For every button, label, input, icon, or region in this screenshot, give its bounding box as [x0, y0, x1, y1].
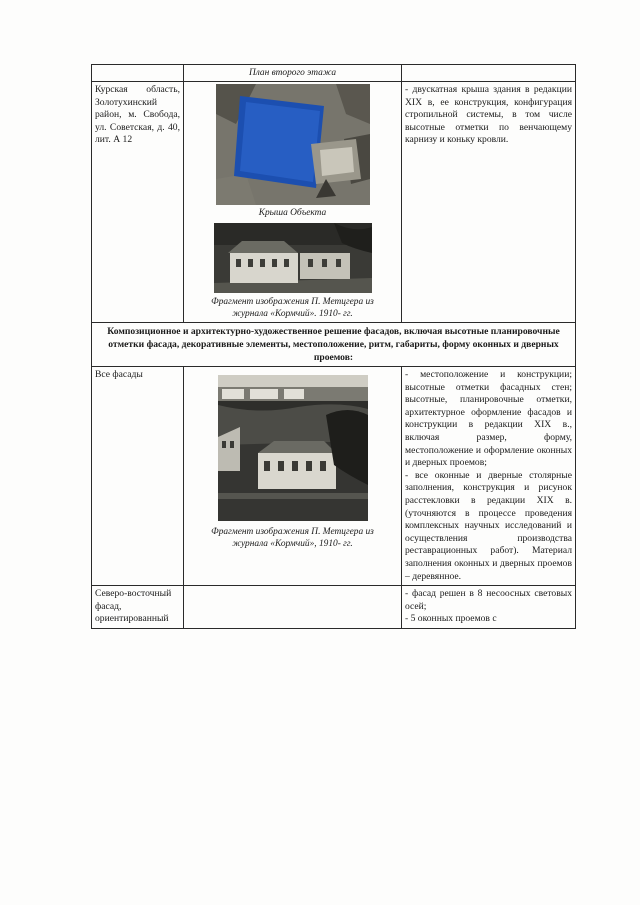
fragment-caption-1: Фрагмент изображения П. Метцгера из журнала «Кормчий». 1910- гг. [211, 297, 374, 319]
roof-caption: Крыша Объекта [258, 208, 327, 218]
photo-cell [184, 82, 402, 323]
address-cell: Курская область, Золотухинский район, м. Свобода, ул. Советская, д. 40, лит. А 12 [92, 82, 184, 323]
facades-description-part-2: - все оконные и дверные столярные заполнения, конструкция и рисунок расстекловки в редакции XIX в. (уточняются в процессе проведения комплексных научных исследований и осуществления производства реставрационных работ). Материал заполнения оконных и дверных проемов – деревянное. [405, 469, 572, 582]
table-row [92, 367, 576, 586]
protection-subject-table [91, 64, 576, 629]
table-row [92, 82, 576, 323]
fragment-caption-2: Фрагмент изображения П. Метцгера из журнала «Кормчий», 1910- гг. [211, 527, 374, 549]
roof-description: - двускатная крыша здания в редакции XIX в, ее конструкция, конфигурация стропильной системы, в том числе высотные отметки по венчающему карнизу и коньку кровли. [402, 82, 576, 323]
historic-facade-photo [218, 375, 368, 521]
roof-aerial-photo [216, 84, 370, 205]
all-facades-description [402, 367, 576, 586]
table-row [92, 323, 576, 367]
northeast-description-part-1: - фасад решен в 8 несоосных световых осей; [405, 588, 572, 612]
section-header: Композиционное и архитектурно-художественное решение фасадов, включая высотные планировочные отметки фасада, декоративные элементы, местоположение, ритм, габариты, форму оконных и дверных проемов: [92, 323, 576, 367]
facades-description-part-1: - местоположение и конструкции; высотные отметки фасадных стен; высотные, планировочные отметки, архитектурное оформление фасадов и конструкции в редакции XIX в., включая размер, форму, местоположение и оформление оконных и дверных проемов; [405, 369, 572, 469]
northeast-facade-description [402, 586, 576, 629]
northeast-description-part-2: - 5 оконных проемов с [405, 613, 497, 625]
northeast-facade-label: Северо-восточный фасад, ориентированный [92, 586, 184, 629]
historic-building-photo [214, 223, 372, 293]
photo-cell [184, 367, 402, 586]
plan-label: План второго этажа [184, 65, 402, 82]
all-facades-label: Все фасады [92, 367, 184, 586]
table-row [92, 586, 576, 629]
table-row [92, 65, 576, 82]
